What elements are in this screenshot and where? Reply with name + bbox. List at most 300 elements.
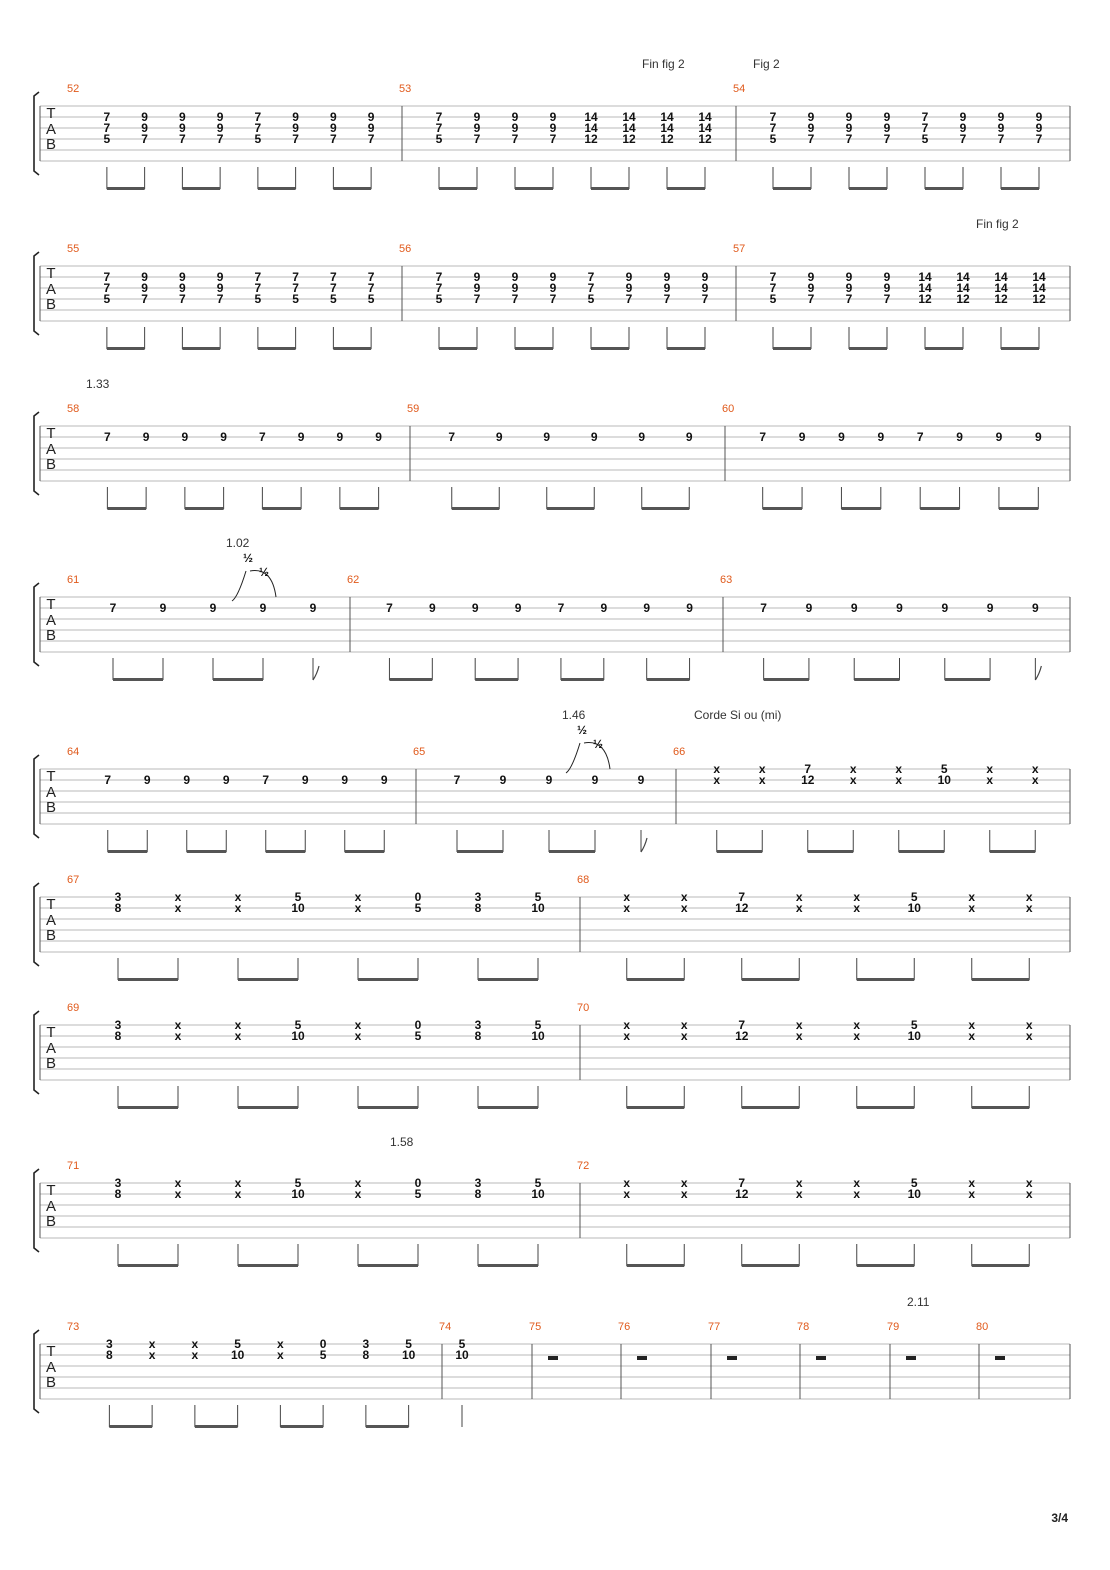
fret-number: 7 bbox=[807, 292, 815, 306]
note-beam bbox=[515, 347, 553, 350]
fret-number: 14 bbox=[584, 110, 598, 124]
fret-number: 9 bbox=[216, 121, 224, 135]
note-beam bbox=[478, 1106, 538, 1109]
fret-number: 12 bbox=[956, 292, 970, 306]
dead-note-mark: x bbox=[354, 1029, 362, 1043]
note-beam bbox=[773, 347, 811, 350]
note-beam bbox=[857, 1264, 915, 1267]
tab-system bbox=[34, 1295, 1070, 1428]
note-beam bbox=[333, 347, 371, 350]
fret-number: 9 bbox=[545, 773, 553, 787]
dead-note-mark: x bbox=[758, 762, 766, 776]
measure-number: 54 bbox=[733, 83, 746, 95]
tab-clef-letter: B bbox=[45, 1213, 57, 1230]
half-rest bbox=[995, 1356, 1005, 1360]
fret-number: 7 bbox=[625, 292, 633, 306]
fret-number: 5 bbox=[405, 1337, 412, 1351]
fret-number: 9 bbox=[292, 121, 299, 135]
fret-number: 7 bbox=[769, 121, 777, 135]
fret-number: 5 bbox=[292, 292, 299, 306]
fret-number: 10 bbox=[907, 901, 921, 915]
fret-number: 7 bbox=[807, 132, 815, 146]
dead-note-mark: x bbox=[174, 1018, 182, 1032]
fret-number: 9 bbox=[845, 270, 853, 284]
dead-note-mark: x bbox=[795, 1029, 803, 1043]
note-beam bbox=[118, 1264, 178, 1267]
note-beam bbox=[358, 1106, 418, 1109]
fret-number: 5 bbox=[910, 1018, 918, 1032]
fret-number: 7 bbox=[511, 132, 519, 146]
fret-number: 5 bbox=[534, 1018, 542, 1032]
dead-note-mark: x bbox=[174, 1029, 182, 1043]
fret-number: 14 bbox=[1032, 281, 1046, 295]
note-beam bbox=[591, 347, 629, 350]
note-beam bbox=[333, 187, 371, 190]
dead-note-mark: x bbox=[795, 890, 803, 904]
note-beam bbox=[515, 187, 553, 190]
fret-number: 5 bbox=[921, 132, 929, 146]
fret-number: 9 bbox=[216, 281, 224, 295]
fret-number: 9 bbox=[997, 110, 1005, 124]
fret-number: 9 bbox=[367, 121, 375, 135]
measure-number: 79 bbox=[887, 1321, 900, 1333]
fret-number: 3 bbox=[106, 1337, 113, 1351]
fret-number: 7 bbox=[216, 292, 224, 306]
dead-note-mark: x bbox=[895, 762, 903, 776]
fret-number: 9 bbox=[292, 110, 299, 124]
fret-number: 5 bbox=[234, 1337, 241, 1351]
note-beam bbox=[182, 187, 220, 190]
note-beam bbox=[439, 347, 477, 350]
note-beam bbox=[213, 678, 263, 681]
dead-note-mark: x bbox=[968, 1029, 976, 1043]
fret-number: 14 bbox=[698, 121, 712, 135]
note-beam bbox=[258, 187, 296, 190]
fret-number: 8 bbox=[474, 1029, 482, 1043]
fret-number: 7 bbox=[254, 270, 262, 284]
fret-number: 9 bbox=[997, 121, 1005, 135]
note-beam bbox=[389, 678, 432, 681]
fret-number: 8 bbox=[114, 901, 122, 915]
tab-clef-letter: T bbox=[46, 896, 56, 913]
fret-number: 9 bbox=[638, 430, 646, 444]
fret-number: 9 bbox=[499, 773, 507, 787]
fret-number: 12 bbox=[698, 132, 712, 146]
fret-number: 9 bbox=[367, 110, 375, 124]
fret-number: 9 bbox=[807, 281, 815, 295]
tab-system bbox=[34, 57, 1070, 190]
dead-note-mark: x bbox=[680, 890, 688, 904]
tab-system bbox=[34, 377, 1070, 510]
fret-number: 7 bbox=[216, 132, 224, 146]
fret-number: 5 bbox=[330, 292, 337, 306]
fret-number: 14 bbox=[994, 281, 1008, 295]
fret-number: 9 bbox=[209, 601, 217, 615]
dead-note-mark: x bbox=[680, 1187, 688, 1201]
fret-number: 9 bbox=[375, 430, 382, 444]
fret-number: 7 bbox=[367, 281, 375, 295]
fret-number: 3 bbox=[474, 1018, 482, 1032]
fret-number: 3 bbox=[474, 1176, 482, 1190]
fret-number: 7 bbox=[104, 430, 111, 444]
tab-clef-letter: T bbox=[46, 1182, 56, 1199]
dead-note-mark: x bbox=[354, 1187, 362, 1201]
fret-number: 9 bbox=[1032, 601, 1039, 615]
fret-number: 10 bbox=[907, 1029, 921, 1043]
dead-note-mark: x bbox=[713, 762, 721, 776]
fret-number: 9 bbox=[845, 281, 853, 295]
fret-number: 9 bbox=[807, 270, 815, 284]
note-beam bbox=[118, 978, 178, 981]
fret-number: 9 bbox=[141, 270, 148, 284]
note-beam bbox=[238, 1264, 298, 1267]
tab-clef-letter: B bbox=[45, 136, 57, 153]
fret-number: 14 bbox=[918, 270, 932, 284]
fret-number: 0 bbox=[414, 890, 422, 904]
section-annotation: 1.02 bbox=[226, 536, 250, 550]
fret-number: 7 bbox=[921, 110, 929, 124]
fret-number: 9 bbox=[549, 121, 557, 135]
fret-number: 12 bbox=[918, 292, 932, 306]
fret-number: 12 bbox=[1032, 292, 1046, 306]
dead-note-mark: x bbox=[623, 1176, 631, 1190]
note-beam bbox=[258, 347, 296, 350]
dead-note-mark: x bbox=[174, 1187, 182, 1201]
fret-number: 0 bbox=[414, 1176, 422, 1190]
fret-number: 7 bbox=[760, 601, 767, 615]
measure-number: 75 bbox=[529, 1321, 542, 1333]
fret-number: 7 bbox=[179, 132, 186, 146]
tab-clef-letter: B bbox=[45, 456, 57, 473]
tab-system bbox=[34, 874, 1070, 981]
measure-number: 69 bbox=[67, 1002, 80, 1014]
tab-clef-letter: T bbox=[46, 425, 56, 442]
tab-system bbox=[34, 708, 1070, 853]
measure-number: 80 bbox=[976, 1321, 989, 1333]
measure-number: 59 bbox=[407, 403, 420, 415]
fret-number: 7 bbox=[845, 132, 853, 146]
fret-number: 7 bbox=[448, 430, 456, 444]
fret-number: 9 bbox=[549, 110, 557, 124]
note-beam bbox=[591, 187, 629, 190]
note-beam bbox=[366, 1425, 409, 1428]
fret-number: 12 bbox=[735, 1187, 749, 1201]
dead-note-mark: x bbox=[148, 1337, 156, 1351]
fret-number: 3 bbox=[474, 890, 482, 904]
dead-note-mark: x bbox=[354, 890, 362, 904]
fret-number: 9 bbox=[877, 430, 885, 444]
fret-number: 9 bbox=[625, 281, 633, 295]
fret-number: 7 bbox=[473, 292, 481, 306]
section-annotation: Fin fig 2 bbox=[642, 57, 685, 71]
tab-system bbox=[34, 536, 1070, 681]
fret-number: 10 bbox=[230, 1348, 245, 1362]
note-beam bbox=[118, 1106, 178, 1109]
note-beam bbox=[475, 678, 518, 681]
dead-note-mark: x bbox=[174, 901, 182, 915]
fret-number: 5 bbox=[414, 1187, 422, 1201]
fret-number: 7 bbox=[262, 773, 270, 787]
fret-number: 12 bbox=[622, 132, 636, 146]
fret-number: 5 bbox=[294, 890, 302, 904]
section-annotation: Fin fig 2 bbox=[976, 217, 1019, 231]
tab-clef-letter: A bbox=[45, 1040, 57, 1057]
tab-clef-letter: B bbox=[45, 1374, 57, 1391]
fret-number: 9 bbox=[471, 601, 479, 615]
fret-number: 9 bbox=[473, 110, 481, 124]
fret-number: 7 bbox=[435, 270, 443, 284]
dead-note-mark: x bbox=[174, 1176, 182, 1190]
section-annotation: Fig 2 bbox=[753, 57, 780, 71]
fret-number: 9 bbox=[473, 281, 481, 295]
note-beam bbox=[113, 678, 163, 681]
note-beam bbox=[107, 347, 145, 350]
measure-number: 76 bbox=[618, 1321, 631, 1333]
fret-number: 3 bbox=[114, 890, 122, 904]
fret-number: 14 bbox=[660, 121, 674, 135]
fret-number: 5 bbox=[940, 762, 948, 776]
dead-note-mark: x bbox=[968, 890, 976, 904]
measure-number: 72 bbox=[577, 1160, 590, 1172]
dead-note-mark: x bbox=[234, 890, 242, 904]
note-beam bbox=[345, 850, 385, 853]
fret-number: 9 bbox=[511, 110, 519, 124]
fret-number: 5 bbox=[534, 890, 542, 904]
fret-number: 9 bbox=[297, 430, 305, 444]
note-beam bbox=[457, 850, 503, 853]
fret-number: 9 bbox=[986, 601, 994, 615]
fret-number: 9 bbox=[995, 430, 1003, 444]
fret-number: 7 bbox=[663, 292, 671, 306]
fret-number: 5 bbox=[534, 1176, 542, 1190]
dead-note-mark: x bbox=[1025, 1029, 1033, 1043]
fret-number: 9 bbox=[159, 601, 167, 615]
fret-number: 9 bbox=[663, 270, 671, 284]
bend-amount: ½ bbox=[576, 723, 588, 737]
fret-number: 12 bbox=[801, 773, 815, 787]
note-beam bbox=[340, 507, 379, 510]
note-beam bbox=[742, 1106, 800, 1109]
fret-number: 7 bbox=[916, 430, 924, 444]
fret-number: 7 bbox=[292, 270, 299, 284]
fret-number: 3 bbox=[114, 1018, 122, 1032]
fret-number: 10 bbox=[455, 1348, 469, 1362]
measure-number: 61 bbox=[67, 574, 80, 586]
fret-number: 9 bbox=[798, 430, 806, 444]
fret-number: 5 bbox=[435, 132, 443, 146]
measure-number: 56 bbox=[399, 243, 412, 255]
dead-note-mark: x bbox=[680, 901, 688, 915]
note-beam bbox=[627, 978, 685, 981]
fret-number: 9 bbox=[956, 430, 963, 444]
fret-number: 5 bbox=[254, 132, 262, 146]
note-beam bbox=[549, 850, 595, 853]
fret-number: 9 bbox=[179, 270, 186, 284]
fret-number: 9 bbox=[701, 270, 709, 284]
fret-number: 8 bbox=[474, 901, 482, 915]
tab-clef-letter: A bbox=[45, 1198, 57, 1215]
fret-number: 9 bbox=[330, 121, 337, 135]
fret-number: 7 bbox=[997, 132, 1005, 146]
note-beam bbox=[107, 187, 145, 190]
note-beam bbox=[627, 1106, 685, 1109]
tab-clef-letter: A bbox=[45, 912, 57, 929]
fret-number: 0 bbox=[319, 1337, 327, 1351]
measure-number: 78 bbox=[797, 1321, 810, 1333]
fret-number: 9 bbox=[549, 281, 557, 295]
tab-clef-letter: T bbox=[46, 1024, 56, 1041]
fret-number: 7 bbox=[738, 890, 746, 904]
fret-number: 7 bbox=[292, 281, 299, 295]
note-beam bbox=[849, 187, 887, 190]
fret-number: 7 bbox=[435, 121, 443, 135]
fret-number: 9 bbox=[685, 430, 693, 444]
fret-number: 8 bbox=[114, 1029, 122, 1043]
note-beam bbox=[854, 678, 899, 681]
tab-clef-letter: A bbox=[45, 784, 57, 801]
fret-number: 9 bbox=[850, 601, 858, 615]
fret-number: 7 bbox=[367, 132, 375, 146]
measure-number: 65 bbox=[413, 746, 426, 758]
fret-number: 9 bbox=[473, 270, 481, 284]
note-beam bbox=[262, 507, 301, 510]
fret-number: 8 bbox=[106, 1348, 113, 1362]
note-beam bbox=[857, 978, 915, 981]
note-beam bbox=[195, 1425, 238, 1428]
page-number: 3/4 bbox=[1051, 1511, 1068, 1525]
fret-number: 12 bbox=[584, 132, 598, 146]
tab-clef-letter: A bbox=[45, 121, 57, 138]
dead-note-mark: x bbox=[853, 890, 861, 904]
section-annotation: 2.11 bbox=[907, 1295, 930, 1309]
fret-number: 9 bbox=[428, 601, 436, 615]
fret-number: 7 bbox=[103, 270, 111, 284]
fret-number: 10 bbox=[531, 901, 545, 915]
fret-number: 7 bbox=[959, 132, 967, 146]
dead-note-mark: x bbox=[191, 1348, 199, 1362]
fret-number: 9 bbox=[511, 281, 519, 295]
fret-number: 9 bbox=[179, 121, 186, 135]
system-bracket bbox=[34, 92, 39, 175]
fret-number: 9 bbox=[259, 601, 267, 615]
note-beam bbox=[742, 978, 800, 981]
note-beam bbox=[238, 1106, 298, 1109]
fret-number: 9 bbox=[845, 110, 853, 124]
fret-number: 7 bbox=[254, 110, 262, 124]
tab-clef-letter: T bbox=[46, 265, 56, 282]
dead-note-mark: x bbox=[354, 1176, 362, 1190]
fret-number: 12 bbox=[735, 1029, 749, 1043]
fret-number: 7 bbox=[883, 292, 891, 306]
fret-number: 7 bbox=[769, 270, 777, 284]
note-beam bbox=[109, 1425, 152, 1428]
dead-note-mark: x bbox=[895, 773, 903, 787]
fret-number: 9 bbox=[883, 281, 891, 295]
dead-note-mark: x bbox=[623, 890, 631, 904]
fret-number: 5 bbox=[254, 292, 262, 306]
fret-number: 9 bbox=[222, 773, 230, 787]
fret-number: 5 bbox=[294, 1176, 302, 1190]
half-rest bbox=[637, 1356, 647, 1360]
fret-number: 10 bbox=[531, 1187, 545, 1201]
fret-number: 7 bbox=[141, 132, 148, 146]
fret-number: 9 bbox=[141, 121, 148, 135]
dead-note-mark: x bbox=[680, 1018, 688, 1032]
dead-note-mark: x bbox=[623, 1018, 631, 1032]
fret-number: 8 bbox=[474, 1187, 482, 1201]
fret-number: 5 bbox=[769, 292, 777, 306]
fret-number: 12 bbox=[660, 132, 674, 146]
note-flag bbox=[313, 666, 319, 680]
fret-number: 9 bbox=[179, 110, 186, 124]
note-beam bbox=[999, 507, 1038, 510]
fret-number: 7 bbox=[292, 132, 299, 146]
fret-number: 3 bbox=[114, 1176, 122, 1190]
fret-number: 9 bbox=[637, 773, 645, 787]
fret-number: 7 bbox=[330, 281, 337, 295]
note-beam bbox=[439, 187, 477, 190]
dead-note-mark: x bbox=[1025, 1018, 1033, 1032]
fret-number: 9 bbox=[805, 601, 813, 615]
note-beam bbox=[972, 1264, 1030, 1267]
note-beam bbox=[358, 1264, 418, 1267]
fret-number: 10 bbox=[291, 1029, 305, 1043]
fret-number: 9 bbox=[807, 121, 815, 135]
dead-note-mark: x bbox=[234, 1029, 242, 1043]
fret-number: 7 bbox=[549, 132, 557, 146]
fret-number: 9 bbox=[301, 773, 309, 787]
dead-note-mark: x bbox=[853, 1187, 861, 1201]
fret-number: 7 bbox=[109, 601, 117, 615]
section-annotation: Corde Si ou (mi) bbox=[694, 708, 782, 722]
fret-number: 7 bbox=[259, 430, 266, 444]
system-bracket bbox=[34, 1011, 39, 1094]
fret-number: 5 bbox=[910, 890, 918, 904]
fret-number: 9 bbox=[309, 601, 317, 615]
dead-note-mark: x bbox=[174, 890, 182, 904]
tab-clef-letter: B bbox=[45, 627, 57, 644]
note-beam bbox=[185, 507, 224, 510]
note-beam bbox=[808, 850, 854, 853]
tab-system bbox=[34, 1135, 1070, 1267]
fret-number: 9 bbox=[495, 430, 503, 444]
dead-note-mark: x bbox=[623, 1187, 631, 1201]
fret-number: 14 bbox=[1032, 270, 1046, 284]
fret-number: 9 bbox=[514, 601, 522, 615]
fret-number: 5 bbox=[367, 292, 375, 306]
dead-note-mark: x bbox=[1025, 890, 1033, 904]
dead-note-mark: x bbox=[986, 773, 994, 787]
dead-note-mark: x bbox=[853, 1018, 861, 1032]
dead-note-mark: x bbox=[968, 901, 976, 915]
fret-number: 7 bbox=[557, 601, 565, 615]
note-beam bbox=[266, 850, 306, 853]
fret-number: 7 bbox=[141, 292, 148, 306]
dead-note-mark: x bbox=[623, 901, 631, 915]
fret-number: 14 bbox=[918, 281, 932, 295]
tab-system bbox=[34, 217, 1070, 350]
fret-number: 5 bbox=[458, 1337, 466, 1351]
tab-clef-letter: T bbox=[46, 768, 56, 785]
note-beam bbox=[478, 1264, 538, 1267]
fret-number: 14 bbox=[956, 281, 970, 295]
fret-number: 9 bbox=[883, 121, 891, 135]
fret-number: 5 bbox=[587, 292, 595, 306]
note-beam bbox=[972, 978, 1030, 981]
note-beam bbox=[841, 507, 880, 510]
half-rest bbox=[727, 1356, 737, 1360]
dead-note-mark: x bbox=[795, 1018, 803, 1032]
